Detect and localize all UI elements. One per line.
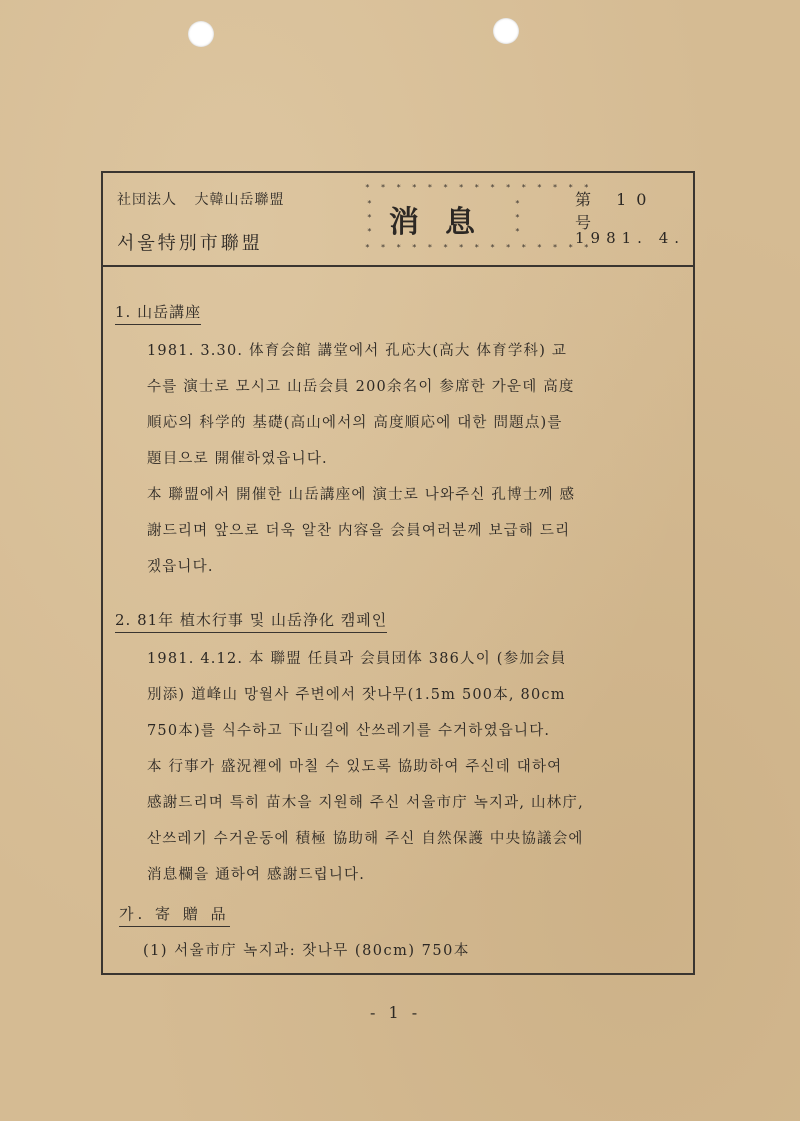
newsletter-frame bbox=[101, 171, 695, 975]
organization-type: 社団法人 bbox=[117, 192, 177, 208]
section-1-line: 順応의 科学的 基礎(高山에서의 高度順応에 대한 問題点)를 bbox=[147, 415, 563, 431]
section-1-line: 1981. 3.30. 体育会館 講堂에서 孔応大(高大 体育学科) 교 bbox=[147, 343, 568, 359]
section-2-line: 消息欄을 通하여 感謝드립니다. bbox=[147, 867, 366, 883]
star-border-bottom: * * * * * * * * * * * * * * * bbox=[365, 243, 592, 252]
donations-title: 가. 寄 贈 品 bbox=[119, 903, 230, 927]
donation-item: (1) 서울市庁 녹지과: 잣나무 (80cm) 750本 bbox=[143, 943, 470, 959]
section-2-line: 750本)를 식수하고 下山길에 산쓰레기를 수거하였읍니다. bbox=[147, 723, 551, 739]
star-border-top: * * * * * * * * * * * * * * * bbox=[365, 183, 592, 192]
section-1-line: 題目으로 開催하였읍니다. bbox=[147, 451, 328, 467]
branch-name: 서울特別市聯盟 bbox=[117, 233, 263, 254]
organization-name: 大韓山岳聯盟 bbox=[194, 192, 285, 208]
section-1-line: 本 聯盟에서 開催한 山岳講座에 演士로 나와주신 孔博士께 感 bbox=[147, 487, 576, 503]
section-2-line: 別添) 道峰山 망월사 주변에서 잣나무(1.5m 500本, 80cm bbox=[147, 687, 566, 703]
title-box bbox=[365, 183, 592, 252]
section-1-line: 수를 演士로 모시고 山岳会員 200余名이 参席한 가운데 高度 bbox=[147, 379, 575, 395]
section-2-line: 1981. 4.12. 本 聯盟 任員과 会員団体 386人이 (参加会員 bbox=[147, 651, 567, 667]
section-1-title: 1. 山岳講座 bbox=[115, 301, 201, 325]
star-border-left: * * * bbox=[367, 199, 372, 236]
star-border-right: * * * bbox=[515, 199, 520, 236]
newsletter-title: 消息 bbox=[389, 205, 501, 240]
issue-date: 1981. 4. bbox=[575, 229, 686, 247]
section-2-line: 本 行事가 盛況裡에 마칠 수 있도록 協助하여 주신데 대하여 bbox=[147, 759, 563, 775]
section-2-line: 感謝드리며 특히 苗木을 지원해 주신 서울市庁 녹지과, 山林庁, bbox=[147, 795, 584, 811]
section-1-line: 謝드리며 앞으로 더욱 알찬 内容을 会員여러분께 보급해 드리 bbox=[147, 523, 571, 539]
page-number: - 1 - bbox=[370, 1003, 422, 1022]
newsletter-header bbox=[103, 173, 693, 267]
issue-number: 第 10 号 bbox=[575, 190, 657, 232]
section-1-line: 겠읍니다. bbox=[147, 559, 214, 575]
punch-hole bbox=[493, 18, 519, 44]
organization-line bbox=[117, 189, 296, 209]
section-2-line: 산쓰레기 수거운동에 積極 協助해 주신 自然保護 中央協議会에 bbox=[147, 831, 584, 847]
section-2-title: 2. 81年 植木行事 및 山岳浄化 캠페인 bbox=[115, 609, 387, 633]
punch-hole bbox=[188, 21, 214, 47]
